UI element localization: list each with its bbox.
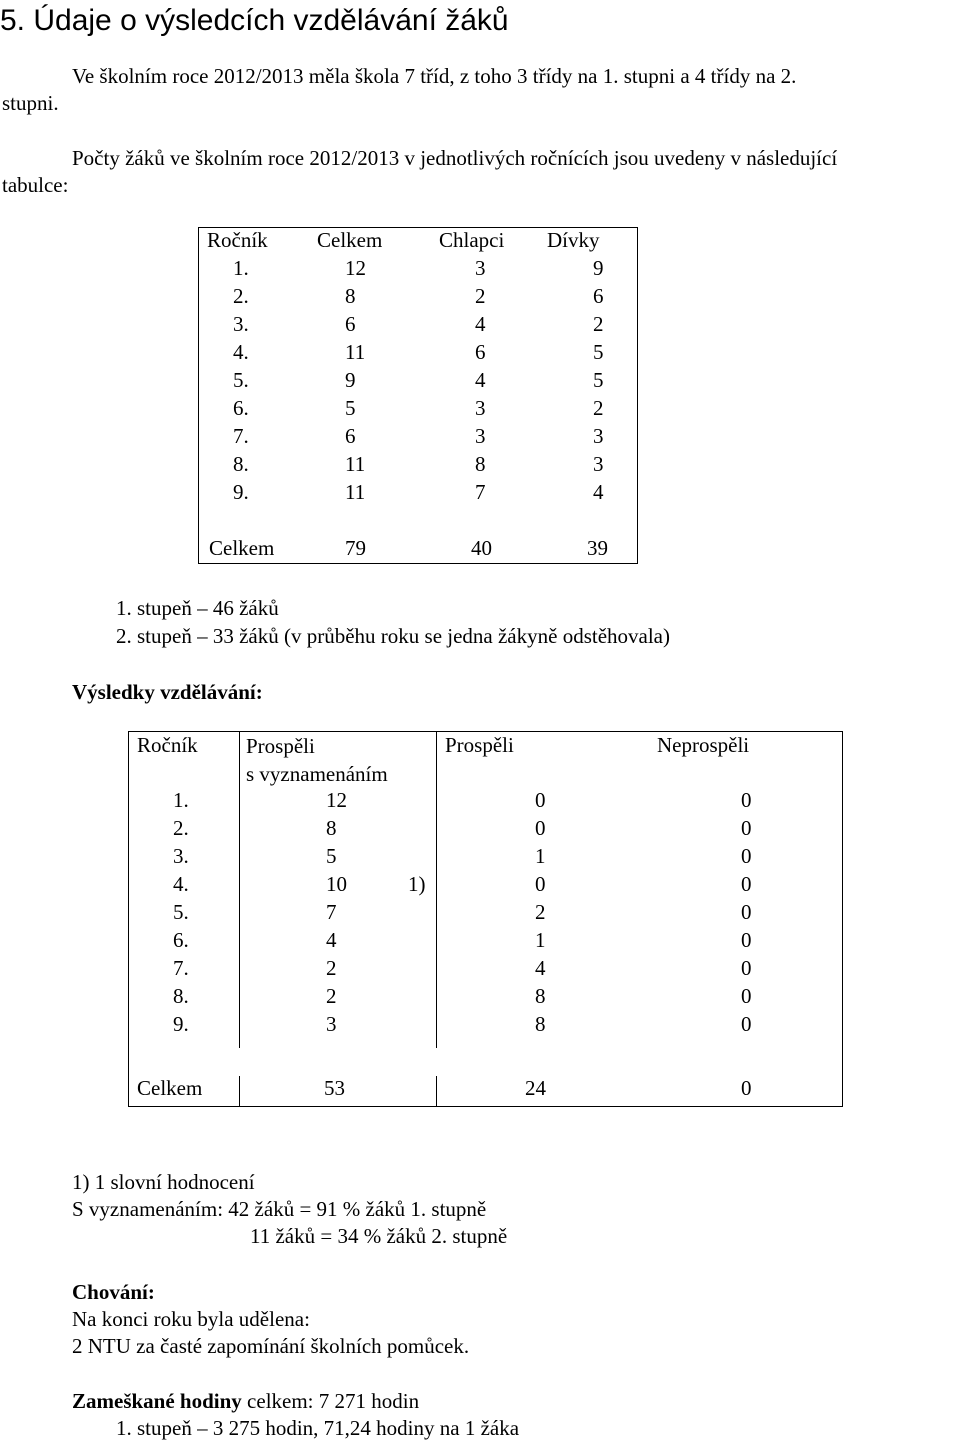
- results-row: [129, 844, 843, 872]
- counts-cell: 6: [345, 311, 356, 336]
- counts-total-cell: 39: [537, 536, 638, 564]
- counts-total-cell: 79: [309, 536, 427, 564]
- results-row: [129, 900, 843, 928]
- results-cell-rocnik: 1.: [129, 788, 240, 816]
- results-header-rocnik: [129, 732, 240, 789]
- counts-cell: 9: [537, 256, 638, 284]
- results-cell-neprospeli: 0: [645, 1012, 843, 1048]
- results-header-prospeli: [437, 732, 646, 789]
- absence-line-1: [72, 1389, 419, 1413]
- counts-cell: 4.: [199, 340, 310, 368]
- results-value: 12: [326, 788, 347, 812]
- results-cell-neprospeli: 0: [645, 844, 843, 872]
- counts-cell: 9: [345, 367, 356, 392]
- results-cell-prospeli: 1: [437, 928, 646, 956]
- counts-cell: 6: [537, 284, 638, 312]
- header-divky: Dívky: [537, 228, 638, 256]
- results-header-row: [129, 732, 843, 789]
- results-value: 10: [326, 872, 347, 896]
- counts-cell: 9.: [199, 480, 310, 508]
- results-row: [129, 788, 843, 816]
- counts-row: [199, 256, 638, 284]
- results-header-prospeli-label: Prospěli: [445, 733, 514, 757]
- counts-cell: 4: [475, 367, 486, 392]
- vyznamenani-line-2: 11 žáků = 34 % žáků 2. stupně: [250, 1224, 508, 1248]
- behavior-heading: Chování:: [72, 1280, 155, 1304]
- results-cell-prospeli: 1: [437, 844, 646, 872]
- results-spacer-cell: [129, 1048, 843, 1076]
- results-cell-rocnik: 4.: [129, 872, 240, 900]
- results-cell-rocnik: 5.: [129, 900, 240, 928]
- results-header-prospeli-vyz-line1: Prospěli: [246, 734, 315, 758]
- results-cell-prospeli-vyz: [240, 984, 437, 1012]
- counts-cell: 6: [345, 423, 356, 448]
- counts-cell: 5: [345, 395, 356, 420]
- results-cell-prospeli: 8: [437, 984, 646, 1012]
- results-cell-prospeli-vyz: [240, 872, 437, 900]
- results-value: 7: [326, 900, 337, 924]
- counts-cell: 3.: [199, 312, 310, 340]
- absence-line-2: 1. stupeň – 3 275 hodin, 71,24 hodiny na 1 žáka: [116, 1416, 520, 1440]
- counts-row: [199, 480, 638, 508]
- results-total-row: [129, 1076, 843, 1106]
- results-cell-prospeli: 8: [437, 1012, 646, 1048]
- counts-cell: 7: [475, 479, 486, 504]
- results-cell-prospeli-vyz: [240, 844, 437, 872]
- counts-cell: 8: [345, 283, 356, 308]
- results-table: [128, 731, 843, 1107]
- counts-spacer-cell: [199, 508, 638, 536]
- counts-cell: 4: [537, 480, 638, 508]
- behavior-line-1: Na konci roku byla udělena:: [72, 1307, 310, 1331]
- results-cell-neprospeli: 0: [645, 928, 843, 956]
- results-cell-neprospeli: 0: [645, 984, 843, 1012]
- counts-cell: 3: [537, 424, 638, 452]
- counts-cell: 6: [475, 339, 486, 364]
- results-value: 2: [326, 956, 337, 980]
- results-cell-prospeli-vyz: [240, 788, 437, 816]
- counts-table: [198, 227, 638, 564]
- results-cell-prospeli: 0: [437, 872, 646, 900]
- counts-cell: 6.: [199, 396, 310, 424]
- results-cell-rocnik: 8.: [129, 984, 240, 1012]
- results-cell-rocnik: 7.: [129, 956, 240, 984]
- counts-cell: 2: [537, 312, 638, 340]
- counts-cell: 1.: [199, 256, 310, 284]
- results-cell-neprospeli: 0: [645, 900, 843, 928]
- counts-cell: 5: [537, 368, 638, 396]
- stupen-2: 2. stupeň – 33 žáků (v průběhu roku se jedna žákyně odstěhovala): [116, 624, 670, 648]
- results-cell-prospeli-vyz: [240, 816, 437, 844]
- counts-cell: 4: [475, 311, 486, 336]
- counts-cell: 8: [475, 451, 486, 476]
- results-heading: Výsledky vzdělávání:: [72, 680, 263, 704]
- counts-cell: 3: [475, 255, 486, 280]
- vyznamenani-line-1: S vyznamenáním: 42 žáků = 91 % žáků 1. stupně: [72, 1197, 487, 1221]
- results-total-cell: 24: [437, 1076, 646, 1106]
- results-cell-prospeli-vyz: [240, 900, 437, 928]
- counts-cell: 7.: [199, 424, 310, 452]
- intro-line-2-cont: tabulce:: [2, 173, 69, 197]
- results-cell-neprospeli: 0: [645, 872, 843, 900]
- counts-total-cell: 40: [427, 536, 537, 564]
- counts-row: [199, 284, 638, 312]
- stupen-1: 1. stupeň – 46 žáků: [116, 596, 279, 620]
- results-cell-prospeli: 0: [437, 816, 646, 844]
- results-value: 3: [326, 1012, 337, 1036]
- results-cell-prospeli-vyz: [240, 1012, 437, 1048]
- results-total-cell: 53: [240, 1076, 437, 1106]
- results-cell-neprospeli: 0: [645, 788, 843, 816]
- header-rocnik: Ročník: [199, 228, 310, 256]
- results-value: 2: [326, 984, 337, 1008]
- results-row: [129, 1012, 843, 1048]
- counts-row: [199, 396, 638, 424]
- results-spacer-row: [129, 1048, 843, 1076]
- counts-cell: 11: [345, 479, 366, 504]
- intro-line-2: Počty žáků ve školním roce 2012/2013 v jednotlivých ročnících jsou uvedeny v následující: [72, 146, 838, 170]
- header-chlapci: Chlapci: [427, 228, 537, 256]
- intro-line-1-cont: stupni.: [2, 91, 59, 115]
- results-cell-neprospeli: 0: [645, 816, 843, 844]
- results-header-prospeli-vyz: [240, 732, 437, 789]
- results-cell-prospeli: 4: [437, 956, 646, 984]
- behavior-line-2: 2 NTU za časté zapomínání školních pomůcek.: [72, 1334, 470, 1358]
- results-header-prospeli-vyz-line2: s vyznamenáním: [246, 762, 388, 786]
- header-celkem: Celkem: [309, 228, 427, 256]
- counts-cell: 5: [537, 340, 638, 368]
- results-value: 4: [326, 928, 337, 952]
- results-row: [129, 956, 843, 984]
- counts-cell: 12: [345, 255, 366, 280]
- counts-total-row: [199, 536, 638, 564]
- counts-total-cell: Celkem: [199, 536, 310, 564]
- counts-row: [199, 340, 638, 368]
- counts-cell: 2: [537, 396, 638, 424]
- counts-cell: 3: [537, 452, 638, 480]
- counts-cell: 11: [345, 451, 366, 476]
- results-cell-prospeli: 2: [437, 900, 646, 928]
- counts-cell: 2.: [199, 284, 310, 312]
- intro-line-1: Ve školním roce 2012/2013 měla škola 7 tříd, z toho 3 třídy na 1. stupni a 4 třídy na 2.: [72, 64, 797, 88]
- counts-row: [199, 368, 638, 396]
- results-cell-rocnik: 9.: [129, 1012, 240, 1048]
- results-cell-rocnik: 2.: [129, 816, 240, 844]
- counts-cell: 8.: [199, 452, 310, 480]
- results-row: [129, 928, 843, 956]
- results-footnote-mark: 1): [408, 872, 426, 896]
- footnote: 1) 1 slovní hodnocení: [72, 1170, 255, 1194]
- results-cell-prospeli-vyz: [240, 928, 437, 956]
- results-cell-rocnik: 6.: [129, 928, 240, 956]
- results-total-cell: Celkem: [129, 1076, 240, 1106]
- results-row: [129, 816, 843, 844]
- results-cell-neprospeli: 0: [645, 956, 843, 984]
- results-cell-prospeli: 0: [437, 788, 646, 816]
- results-header-neprospeli: [645, 732, 843, 789]
- results-cell-rocnik: 3.: [129, 844, 240, 872]
- counts-cell: 2: [475, 283, 486, 308]
- results-header-neprospeli-label: Neprospěli: [657, 733, 750, 757]
- results-value: 5: [326, 844, 337, 868]
- counts-cell: 5.: [199, 368, 310, 396]
- counts-row: [199, 424, 638, 452]
- counts-cell: 11: [345, 339, 366, 364]
- results-header-rocnik-label: Ročník: [137, 733, 198, 757]
- counts-spacer-row: [199, 508, 638, 536]
- absence-label: Zameškané hodiny: [72, 1389, 242, 1413]
- results-total-cell: 0: [645, 1076, 843, 1106]
- results-row: [129, 984, 843, 1012]
- counts-cell: 3: [475, 423, 486, 448]
- results-value: 8: [326, 816, 337, 840]
- results-cell-prospeli-vyz: [240, 956, 437, 984]
- page-heading: 5. Údaje o výsledcích vzdělávání žáků: [0, 4, 509, 37]
- absence-total: celkem: 7 271 hodin: [241, 1389, 420, 1413]
- counts-header-row: [199, 228, 638, 256]
- results-row: [129, 872, 843, 900]
- counts-row: [199, 452, 638, 480]
- counts-row: [199, 312, 638, 340]
- counts-cell: 3: [475, 395, 486, 420]
